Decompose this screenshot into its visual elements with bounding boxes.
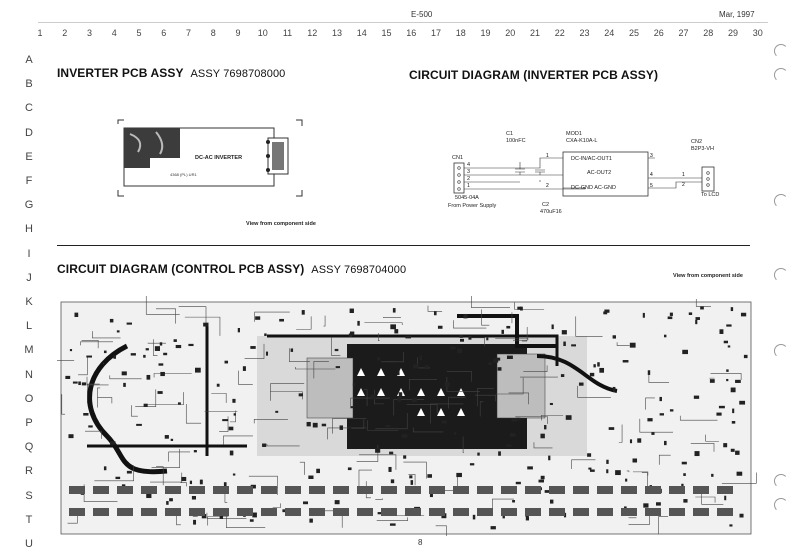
document-code: E-500 <box>411 10 433 19</box>
grid-row-letter: B <box>25 78 33 91</box>
grid-row-letter: D <box>25 126 33 139</box>
grid-column-number: 4 <box>111 28 117 38</box>
grid-column-number: 16 <box>406 28 417 38</box>
grid-column-number: 7 <box>185 28 191 38</box>
grid-column-number: 8 <box>210 28 216 38</box>
c1-ref: C1 <box>506 131 514 137</box>
svg-text:4: 4 <box>650 172 653 178</box>
cn1-ref: CN1 <box>452 155 464 161</box>
grid-row-letter: T <box>25 513 33 526</box>
grid-row-letter: N <box>25 368 33 381</box>
grid-row-letter: E <box>25 150 33 163</box>
mod1-ref: MOD1 <box>566 131 582 137</box>
mod1-part: CXA-K10A-L <box>566 138 598 144</box>
grid-column-number: 9 <box>235 28 241 38</box>
grid-column-number: 14 <box>356 28 367 38</box>
grid-column-number: 29 <box>727 28 738 38</box>
cn1-description: From Power Supply <box>448 203 497 209</box>
svg-text:5: 5 <box>650 183 653 189</box>
svg-text:2: 2 <box>546 183 549 189</box>
mod-pin-1: DC-IN/AC-OUT1 <box>571 156 612 162</box>
grid-column-number: 26 <box>653 28 664 38</box>
grid-column-number: 13 <box>331 28 342 38</box>
grid-column-number: 3 <box>86 28 92 38</box>
grid-row-letter: P <box>25 417 33 429</box>
grid-column-number: 11 <box>282 28 293 38</box>
c2-ref: C2 <box>542 202 550 208</box>
grid-column-number: 23 <box>579 28 590 38</box>
control-pcb-drawing <box>57 296 757 536</box>
section-divider <box>57 245 750 246</box>
document-date: Mar, 1997 <box>719 10 755 19</box>
grid-row-letter: J <box>26 271 32 284</box>
inverter-board-label: DC-AC INVERTER <box>195 155 243 161</box>
mod-pin-2: AC-OUT2 <box>587 170 612 176</box>
grid-row-letter: O <box>24 392 34 405</box>
grid-row-letter: M <box>24 344 34 357</box>
grid-column-number: 18 <box>455 28 466 38</box>
svg-text:4368 (PL) UR1: 4368 (PL) UR1 <box>170 172 197 177</box>
grid-row-letter: L <box>25 320 33 333</box>
binding-hole <box>774 268 788 282</box>
binding-hole <box>774 194 788 208</box>
cn1-pin-3: 3 <box>467 169 471 175</box>
grid-column-number: 30 <box>752 28 763 38</box>
grid-column-number: 20 <box>505 28 516 38</box>
grid-row-letter: H <box>25 223 33 236</box>
inverter-view-caption: View from component side <box>246 221 316 227</box>
grid-column-number: 27 <box>678 28 689 38</box>
grid-row-letter: F <box>25 175 33 187</box>
grid-row-letter: K <box>25 296 33 308</box>
grid-column-number: 21 <box>529 28 540 38</box>
grid-column-number: 1 <box>37 28 43 38</box>
grid-row-letter: I <box>27 247 31 260</box>
binding-hole <box>774 498 788 512</box>
svg-text:2: 2 <box>682 182 685 188</box>
grid-row-letter: S <box>25 489 33 502</box>
binding-hole <box>774 44 788 58</box>
grid-column-number: 10 <box>257 28 268 38</box>
cn2-ref: CN2 <box>691 139 703 145</box>
grid-column-number: 5 <box>136 28 142 38</box>
svg-text:1: 1 <box>546 153 549 159</box>
grid-row-letter: U <box>25 538 33 550</box>
cn1-pin-4: 4 <box>467 162 471 168</box>
page-number: 8 <box>418 538 423 547</box>
to-lcd-label: To LCD <box>701 192 720 198</box>
mod-pin-3: DC-GND AC-GND <box>571 185 616 191</box>
control-view-caption: View from component side <box>673 273 743 279</box>
inverter-circuit-title: CIRCUIT DIAGRAM (INVERTER PCB ASSY) <box>409 68 659 82</box>
grid-row-letter: A <box>25 54 33 66</box>
grid-row-letter: Q <box>24 441 34 454</box>
grid-column-number: 22 <box>554 28 565 38</box>
grid-column-number: 25 <box>628 28 639 38</box>
grid-row-letter: R <box>25 465 33 478</box>
inverter-pcb-title: INVERTER PCB ASSY ASSY 7698708000 <box>57 66 286 80</box>
grid-column-number: 28 <box>703 28 714 38</box>
grid-column-number: 19 <box>480 28 491 38</box>
grid-column-number: 12 <box>307 28 318 38</box>
c1-value: 100nFC <box>506 138 526 144</box>
grid-column-number: 15 <box>381 28 392 38</box>
svg-text:3: 3 <box>650 153 653 159</box>
binding-hole <box>774 68 788 82</box>
binding-hole <box>774 474 788 488</box>
cn2-part: B2P3-VH <box>691 146 714 152</box>
svg-text:1: 1 <box>682 172 685 178</box>
grid-row-letter: G <box>24 199 34 212</box>
grid-column-number: 24 <box>604 28 615 38</box>
grid-column-number: 6 <box>161 28 167 38</box>
binding-hole <box>774 344 788 358</box>
cn1-pin-2: 2 <box>467 176 471 182</box>
c2-value: 470uF16 <box>540 209 562 215</box>
cn1-pin-1: 1 <box>467 183 471 189</box>
grid-column-number: 2 <box>62 28 68 38</box>
control-pcb-title: CIRCUIT DIAGRAM (CONTROL PCB ASSY) ASSY 7698704000 <box>57 262 407 276</box>
cn1-part: 5045-04A <box>455 195 479 201</box>
grid-row-letter: C <box>25 102 33 115</box>
grid-column-number: 17 <box>430 28 441 38</box>
header-divider <box>38 22 768 23</box>
